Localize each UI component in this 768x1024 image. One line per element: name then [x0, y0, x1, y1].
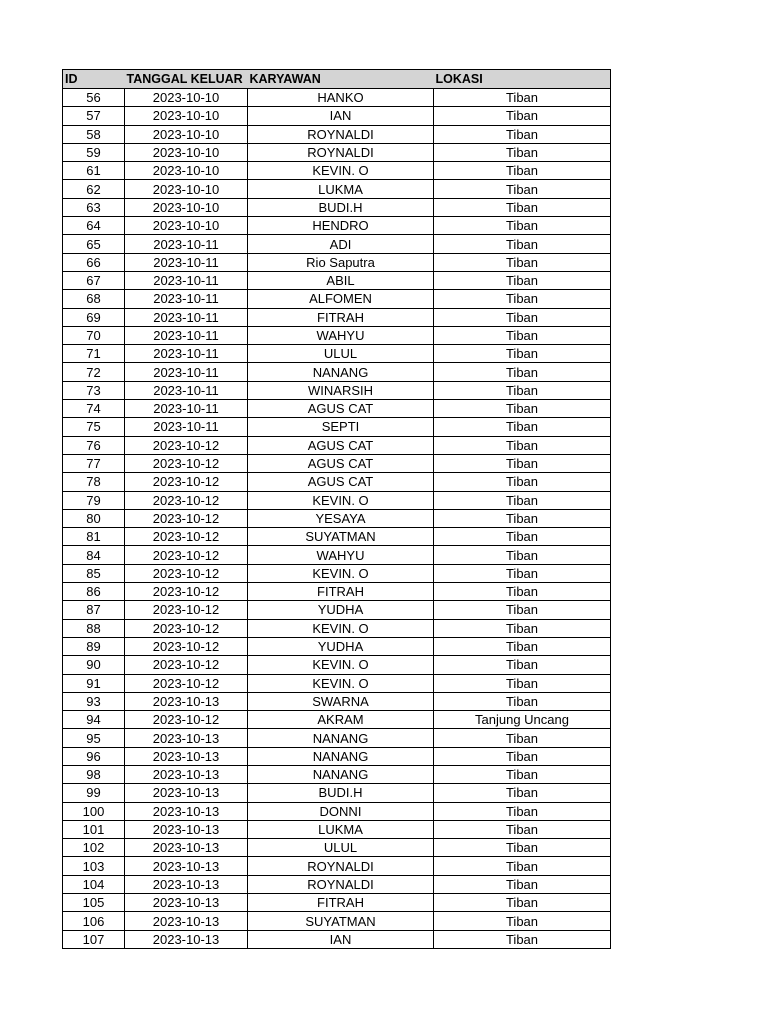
table-row: [63, 656, 611, 674]
cell-lokasi: Tiban: [434, 107, 611, 125]
cell-id: 85: [63, 564, 125, 582]
cell-id: 74: [63, 400, 125, 418]
cell-karyawan: ULUL: [248, 839, 434, 857]
table-row: [63, 729, 611, 747]
cell-karyawan: KEVIN. O: [248, 162, 434, 180]
table-row: [63, 308, 611, 326]
cell-id: 69: [63, 308, 125, 326]
cell-lokasi: Tiban: [434, 400, 611, 418]
table-row: [63, 528, 611, 546]
table-row: [63, 930, 611, 948]
cell-id: 73: [63, 381, 125, 399]
cell-lokasi: Tanjung Uncang: [434, 711, 611, 729]
cell-tanggal-keluar: 2023-10-11: [125, 326, 248, 344]
table-row: [63, 473, 611, 491]
header-karyawan: KARYAWAN: [248, 70, 434, 89]
cell-tanggal-keluar: 2023-10-13: [125, 692, 248, 710]
cell-karyawan: SEPTI: [248, 418, 434, 436]
table-row: [63, 894, 611, 912]
cell-tanggal-keluar: 2023-10-10: [125, 143, 248, 161]
cell-id: 99: [63, 784, 125, 802]
table-row: [63, 107, 611, 125]
cell-tanggal-keluar: 2023-10-13: [125, 729, 248, 747]
cell-karyawan: YESAYA: [248, 509, 434, 527]
cell-id: 56: [63, 89, 125, 107]
cell-id: 70: [63, 326, 125, 344]
table-row: [63, 546, 611, 564]
cell-lokasi: Tiban: [434, 528, 611, 546]
cell-karyawan: DONNI: [248, 802, 434, 820]
cell-lokasi: Tiban: [434, 857, 611, 875]
cell-lokasi: Tiban: [434, 601, 611, 619]
cell-karyawan: SWARNA: [248, 692, 434, 710]
cell-lokasi: Tiban: [434, 235, 611, 253]
cell-karyawan: NANANG: [248, 747, 434, 765]
cell-id: 64: [63, 217, 125, 235]
cell-karyawan: AGUS CAT: [248, 400, 434, 418]
cell-tanggal-keluar: 2023-10-12: [125, 711, 248, 729]
cell-tanggal-keluar: 2023-10-11: [125, 253, 248, 271]
cell-karyawan: AGUS CAT: [248, 436, 434, 454]
cell-lokasi: Tiban: [434, 839, 611, 857]
cell-tanggal-keluar: 2023-10-13: [125, 784, 248, 802]
cell-tanggal-keluar: 2023-10-12: [125, 528, 248, 546]
table-row: [63, 400, 611, 418]
cell-tanggal-keluar: 2023-10-12: [125, 637, 248, 655]
table-row: [63, 857, 611, 875]
cell-karyawan: KEVIN. O: [248, 674, 434, 692]
cell-karyawan: ABIL: [248, 271, 434, 289]
cell-id: 101: [63, 820, 125, 838]
cell-tanggal-keluar: 2023-10-13: [125, 912, 248, 930]
cell-karyawan: ROYNALDI: [248, 857, 434, 875]
cell-tanggal-keluar: 2023-10-11: [125, 363, 248, 381]
cell-karyawan: IAN: [248, 930, 434, 948]
cell-lokasi: Tiban: [434, 546, 611, 564]
cell-lokasi: Tiban: [434, 930, 611, 948]
cell-tanggal-keluar: 2023-10-12: [125, 454, 248, 472]
table-row: [63, 125, 611, 143]
cell-lokasi: Tiban: [434, 363, 611, 381]
cell-id: 66: [63, 253, 125, 271]
cell-tanggal-keluar: 2023-10-12: [125, 601, 248, 619]
cell-lokasi: Tiban: [434, 747, 611, 765]
cell-karyawan: ROYNALDI: [248, 143, 434, 161]
cell-id: 89: [63, 637, 125, 655]
cell-id: 67: [63, 271, 125, 289]
cell-tanggal-keluar: 2023-10-12: [125, 509, 248, 527]
cell-id: 71: [63, 345, 125, 363]
cell-id: 76: [63, 436, 125, 454]
cell-tanggal-keluar: 2023-10-12: [125, 583, 248, 601]
cell-karyawan: KEVIN. O: [248, 564, 434, 582]
table-row: [63, 912, 611, 930]
cell-tanggal-keluar: 2023-10-12: [125, 619, 248, 637]
cell-tanggal-keluar: 2023-10-10: [125, 217, 248, 235]
table-row: [63, 180, 611, 198]
cell-id: 58: [63, 125, 125, 143]
cell-id: 98: [63, 765, 125, 783]
cell-id: 90: [63, 656, 125, 674]
cell-lokasi: Tiban: [434, 619, 611, 637]
cell-karyawan: AKRAM: [248, 711, 434, 729]
cell-tanggal-keluar: 2023-10-13: [125, 802, 248, 820]
cell-karyawan: WAHYU: [248, 326, 434, 344]
cell-lokasi: Tiban: [434, 308, 611, 326]
cell-lokasi: Tiban: [434, 271, 611, 289]
cell-id: 91: [63, 674, 125, 692]
cell-karyawan: IAN: [248, 107, 434, 125]
cell-lokasi: Tiban: [434, 692, 611, 710]
table-row: [63, 345, 611, 363]
table-row: [63, 564, 611, 582]
table-row: [63, 89, 611, 107]
cell-karyawan: SUYATMAN: [248, 528, 434, 546]
cell-id: 94: [63, 711, 125, 729]
cell-karyawan: HANKO: [248, 89, 434, 107]
cell-karyawan: FITRAH: [248, 894, 434, 912]
cell-lokasi: Tiban: [434, 125, 611, 143]
cell-lokasi: Tiban: [434, 912, 611, 930]
table-row: [63, 363, 611, 381]
cell-id: 88: [63, 619, 125, 637]
header-id: ID: [63, 70, 125, 89]
cell-id: 75: [63, 418, 125, 436]
table-row: [63, 839, 611, 857]
cell-tanggal-keluar: 2023-10-11: [125, 418, 248, 436]
cell-lokasi: Tiban: [434, 162, 611, 180]
cell-lokasi: Tiban: [434, 765, 611, 783]
cell-id: 106: [63, 912, 125, 930]
table-row: [63, 747, 611, 765]
table-row: [63, 143, 611, 161]
cell-karyawan: LUKMA: [248, 180, 434, 198]
table-row: [63, 637, 611, 655]
cell-lokasi: Tiban: [434, 418, 611, 436]
cell-tanggal-keluar: 2023-10-10: [125, 125, 248, 143]
header-tanggal-keluar: TANGGAL KELUAR: [125, 70, 248, 89]
cell-lokasi: Tiban: [434, 473, 611, 491]
cell-lokasi: Tiban: [434, 820, 611, 838]
cell-lokasi: Tiban: [434, 143, 611, 161]
cell-id: 61: [63, 162, 125, 180]
cell-tanggal-keluar: 2023-10-13: [125, 839, 248, 857]
cell-lokasi: Tiban: [434, 509, 611, 527]
table-row: [63, 217, 611, 235]
table-row: [63, 820, 611, 838]
cell-id: 79: [63, 491, 125, 509]
table-row: [63, 326, 611, 344]
cell-karyawan: KEVIN. O: [248, 619, 434, 637]
header-row: [63, 70, 611, 89]
cell-tanggal-keluar: 2023-10-12: [125, 656, 248, 674]
cell-id: 62: [63, 180, 125, 198]
cell-lokasi: Tiban: [434, 564, 611, 582]
table-row: [63, 692, 611, 710]
table-row: [63, 765, 611, 783]
cell-id: 63: [63, 198, 125, 216]
cell-tanggal-keluar: 2023-10-10: [125, 198, 248, 216]
cell-tanggal-keluar: 2023-10-12: [125, 564, 248, 582]
cell-tanggal-keluar: 2023-10-12: [125, 491, 248, 509]
cell-lokasi: Tiban: [434, 345, 611, 363]
cell-karyawan: KEVIN. O: [248, 656, 434, 674]
table-row: [63, 802, 611, 820]
cell-id: 102: [63, 839, 125, 857]
cell-tanggal-keluar: 2023-10-12: [125, 436, 248, 454]
table-row: [63, 784, 611, 802]
cell-id: 72: [63, 363, 125, 381]
cell-id: 104: [63, 875, 125, 893]
table-row: [63, 619, 611, 637]
cell-karyawan: HENDRO: [248, 217, 434, 235]
cell-karyawan: BUDI.H: [248, 198, 434, 216]
cell-tanggal-keluar: 2023-10-12: [125, 473, 248, 491]
cell-id: 87: [63, 601, 125, 619]
cell-tanggal-keluar: 2023-10-13: [125, 894, 248, 912]
cell-karyawan: ULUL: [248, 345, 434, 363]
table-row: [63, 162, 611, 180]
cell-lokasi: Tiban: [434, 583, 611, 601]
table-row: [63, 436, 611, 454]
cell-tanggal-keluar: 2023-10-11: [125, 290, 248, 308]
cell-id: 86: [63, 583, 125, 601]
cell-lokasi: Tiban: [434, 217, 611, 235]
cell-lokasi: Tiban: [434, 198, 611, 216]
cell-tanggal-keluar: 2023-10-12: [125, 546, 248, 564]
cell-karyawan: YUDHA: [248, 601, 434, 619]
cell-lokasi: Tiban: [434, 381, 611, 399]
cell-tanggal-keluar: 2023-10-10: [125, 162, 248, 180]
cell-lokasi: Tiban: [434, 290, 611, 308]
cell-karyawan: ADI: [248, 235, 434, 253]
cell-lokasi: Tiban: [434, 894, 611, 912]
table-row: [63, 253, 611, 271]
cell-lokasi: Tiban: [434, 674, 611, 692]
cell-lokasi: Tiban: [434, 729, 611, 747]
cell-tanggal-keluar: 2023-10-13: [125, 820, 248, 838]
cell-id: 103: [63, 857, 125, 875]
table-row: [63, 711, 611, 729]
cell-lokasi: Tiban: [434, 180, 611, 198]
cell-lokasi: Tiban: [434, 454, 611, 472]
cell-id: 78: [63, 473, 125, 491]
cell-tanggal-keluar: 2023-10-12: [125, 674, 248, 692]
cell-tanggal-keluar: 2023-10-11: [125, 345, 248, 363]
table-row: [63, 583, 611, 601]
cell-lokasi: Tiban: [434, 875, 611, 893]
cell-id: 100: [63, 802, 125, 820]
cell-tanggal-keluar: 2023-10-13: [125, 930, 248, 948]
cell-tanggal-keluar: 2023-10-11: [125, 271, 248, 289]
cell-tanggal-keluar: 2023-10-10: [125, 107, 248, 125]
cell-lokasi: Tiban: [434, 784, 611, 802]
table-row: [63, 271, 611, 289]
cell-tanggal-keluar: 2023-10-13: [125, 765, 248, 783]
cell-karyawan: NANANG: [248, 729, 434, 747]
cell-karyawan: NANANG: [248, 363, 434, 381]
cell-karyawan: SUYATMAN: [248, 912, 434, 930]
cell-karyawan: ROYNALDI: [248, 875, 434, 893]
table-header: [63, 70, 611, 89]
cell-karyawan: WAHYU: [248, 546, 434, 564]
cell-id: 80: [63, 509, 125, 527]
cell-id: 59: [63, 143, 125, 161]
cell-tanggal-keluar: 2023-10-11: [125, 381, 248, 399]
cell-id: 93: [63, 692, 125, 710]
table-row: [63, 381, 611, 399]
cell-id: 68: [63, 290, 125, 308]
cell-tanggal-keluar: 2023-10-10: [125, 180, 248, 198]
cell-id: 105: [63, 894, 125, 912]
cell-id: 77: [63, 454, 125, 472]
cell-karyawan: ALFOMEN: [248, 290, 434, 308]
table-row: [63, 509, 611, 527]
cell-lokasi: Tiban: [434, 637, 611, 655]
cell-tanggal-keluar: 2023-10-11: [125, 400, 248, 418]
cell-lokasi: Tiban: [434, 253, 611, 271]
cell-tanggal-keluar: 2023-10-13: [125, 857, 248, 875]
cell-lokasi: Tiban: [434, 802, 611, 820]
cell-lokasi: Tiban: [434, 89, 611, 107]
table-row: [63, 674, 611, 692]
data-table: [62, 69, 611, 949]
cell-id: 95: [63, 729, 125, 747]
cell-id: 84: [63, 546, 125, 564]
table-row: [63, 418, 611, 436]
cell-karyawan: FITRAH: [248, 308, 434, 326]
table-row: [63, 491, 611, 509]
cell-karyawan: BUDI.H: [248, 784, 434, 802]
cell-karyawan: FITRAH: [248, 583, 434, 601]
cell-karyawan: YUDHA: [248, 637, 434, 655]
cell-karyawan: KEVIN. O: [248, 491, 434, 509]
header-lokasi: LOKASI: [434, 70, 611, 89]
cell-lokasi: Tiban: [434, 656, 611, 674]
cell-tanggal-keluar: 2023-10-10: [125, 89, 248, 107]
cell-tanggal-keluar: 2023-10-11: [125, 308, 248, 326]
table-row: [63, 235, 611, 253]
cell-lokasi: Tiban: [434, 436, 611, 454]
cell-tanggal-keluar: 2023-10-13: [125, 747, 248, 765]
cell-id: 96: [63, 747, 125, 765]
cell-tanggal-keluar: 2023-10-11: [125, 235, 248, 253]
table-row: [63, 875, 611, 893]
cell-tanggal-keluar: 2023-10-13: [125, 875, 248, 893]
cell-id: 107: [63, 930, 125, 948]
cell-id: 65: [63, 235, 125, 253]
table-row: [63, 290, 611, 308]
cell-karyawan: AGUS CAT: [248, 473, 434, 491]
cell-karyawan: Rio Saputra: [248, 253, 434, 271]
table-row: [63, 198, 611, 216]
cell-karyawan: NANANG: [248, 765, 434, 783]
cell-lokasi: Tiban: [434, 491, 611, 509]
table-body: [63, 89, 611, 949]
cell-id: 81: [63, 528, 125, 546]
cell-karyawan: WINARSIH: [248, 381, 434, 399]
cell-karyawan: LUKMA: [248, 820, 434, 838]
cell-lokasi: Tiban: [434, 326, 611, 344]
cell-id: 57: [63, 107, 125, 125]
cell-karyawan: AGUS CAT: [248, 454, 434, 472]
cell-karyawan: ROYNALDI: [248, 125, 434, 143]
table-row: [63, 454, 611, 472]
table-row: [63, 601, 611, 619]
